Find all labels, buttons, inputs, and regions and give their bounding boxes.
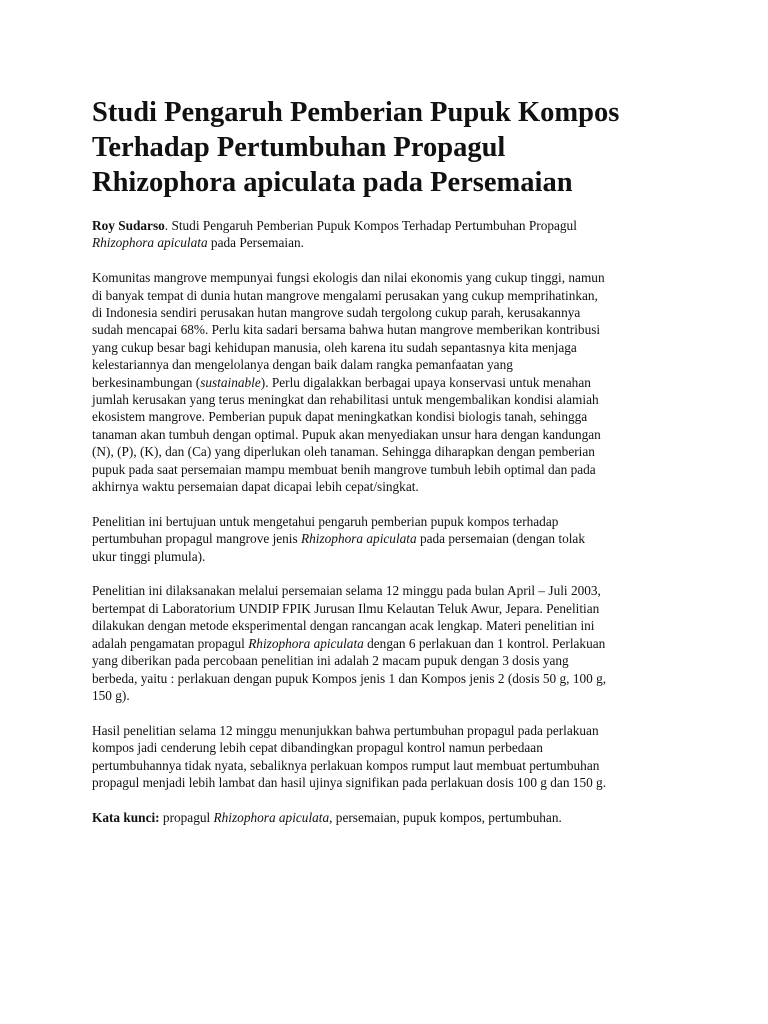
paragraph-objective: [92, 513, 680, 565]
text-line: propagul menjadi lebih lambat dan hasil ujinya signifikan pada perlakuan dosis 100 g dan 150 g.: [92, 774, 607, 790]
text-line: di Indonesia sendiri perusakan hutan mangrove sudah tergolong cukup parah, kerusakannya: [92, 305, 581, 321]
text-segment: , persemaian, pupuk kompos, pertumbuhan.: [329, 809, 562, 825]
text-segment: ). Perlu digalakkan berbagai upaya konservasi untuk menahan: [260, 374, 591, 390]
italic-term: sustainable: [200, 374, 261, 390]
text-line: kompos jadi cenderung lebih cepat dibandingkan propagul kontrol namun perbedaan: [92, 740, 543, 756]
paragraph-background: [92, 269, 680, 495]
species-name: Rhizophora apiculata: [248, 635, 364, 651]
title-line: Studi Pengaruh Pemberian Pupuk Kompos: [92, 97, 620, 128]
text-line: yang cukup besar bagi kehidupan manusia, oleh karena itu sudah sepantasnya kita menjaga: [92, 339, 577, 355]
keywords-label: Kata kunci:: [92, 809, 160, 825]
text-line: di banyak tempat di dunia hutan mangrove mengalami perusakan yang cukup memprihatinkan,: [92, 287, 598, 303]
paragraph-results: [92, 722, 680, 792]
citation-byline: [92, 217, 680, 252]
title-line: Terhadap Pertumbuhan Propagul: [92, 132, 506, 163]
text-segment: pada persemaian (dengan tolak: [416, 531, 585, 547]
text-line: bertempat di Laboratorium UNDIP FPIK Jurusan Ilmu Kelautan Teluk Awur, Jepara. Penelitian: [92, 600, 600, 616]
text-line: kelestariannya dan mengelolanya dengan baik dalam rangka pemanfaatan yang: [92, 357, 513, 373]
text-line: Penelitian ini bertujuan untuk mengetahui pengaruh pemberian pupuk kompos terhadap: [92, 513, 559, 529]
text-line: (N), (P), (K), dan (Ca) yang diperlukan oleh tanaman. Sehingga diharapkan dengan pemberian: [92, 444, 595, 460]
text-segment: propagul: [159, 809, 214, 825]
citation-text: . Studi Pengaruh Pemberian Pupuk Kompos Terhadap Pertumbuhan Propagul: [164, 218, 577, 233]
text-line: jumlah kerusakan yang terus meningkat dan rehabilitasi untuk mengembalikan kondisi alamiah: [92, 392, 599, 408]
text-line: 150 g).: [92, 687, 130, 703]
text-line: ekosistem mangrove. Pemberian pupuk dapat meningkatkan kondisi biologis tanah, sehingga: [92, 409, 588, 425]
text-segment: adalah pengamatan propagul: [92, 635, 249, 651]
species-name: Rhizophora apiculata: [92, 235, 208, 251]
text-line: sudah mencapai 68%. Perlu kita sadari bersama bahwa hutan mangrove memberikan kontribusi: [92, 322, 601, 338]
text-segment: dengan 6 perlakuan dan 1 kontrol. Perlakuan: [363, 635, 606, 651]
text-line: Komunitas mangrove mempunyai fungsi ekologis dan nilai ekonomis yang cukup tinggi, namun: [92, 270, 605, 286]
text-segment: pertumbuhan propagul mangrove jenis: [92, 531, 302, 547]
author-name: Roy Sudarso: [92, 218, 165, 233]
text-line: berbeda, yaitu : perlakuan dengan pupuk Kompos jenis 1 dan Kompos jenis 2 (dosis 50 g, 100 g,: [92, 670, 607, 686]
text-line: tanaman akan tumbuh dengan optimal. Pupuk akan menyediakan unsur hara dengan kandungan: [92, 426, 601, 442]
text-line: akhirnya waktu persemaian dapat dicapai lebih cepat/singkat.: [92, 479, 419, 495]
text-line: pupuk pada saat persemaian mampu membuat benih mangrove tumbuh lebih optimal dan pada: [92, 461, 596, 477]
text-line: Penelitian ini dilaksanakan melalui persemaian selama 12 minggu pada bulan April – Juli 2003,: [92, 583, 601, 599]
species-name: Rhizophora apiculata: [301, 531, 417, 547]
text-segment: berkesinambungan (: [92, 374, 201, 390]
species-name: Rhizophora apiculata: [213, 809, 330, 825]
document-page: [92, 95, 680, 826]
text-line: dilakukan dengan metode eksperimental dengan rancangan acak lengkap. Materi penelitian ini: [92, 618, 595, 634]
article-title: [92, 95, 680, 200]
text-line: pertumbuhannya tidak nyata, sebaliknya perlakuan kompos rumput laut membuat pertumbuhan: [92, 757, 600, 773]
text-line: Hasil penelitian selama 12 minggu menunjukkan bahwa pertumbuhan propagul pada perlakuan: [92, 722, 599, 738]
text-line: ukur tinggi plumula).: [92, 548, 206, 564]
title-line: Rhizophora apiculata pada Persemaian: [92, 167, 573, 198]
citation-text-end: pada Persemaian.: [207, 235, 304, 251]
text-line: yang diberikan pada percobaan penelitian ini adalah 2 macam pupuk dengan 3 dosis yang: [92, 653, 569, 669]
keywords: [92, 809, 680, 826]
paragraph-method: [92, 582, 680, 704]
